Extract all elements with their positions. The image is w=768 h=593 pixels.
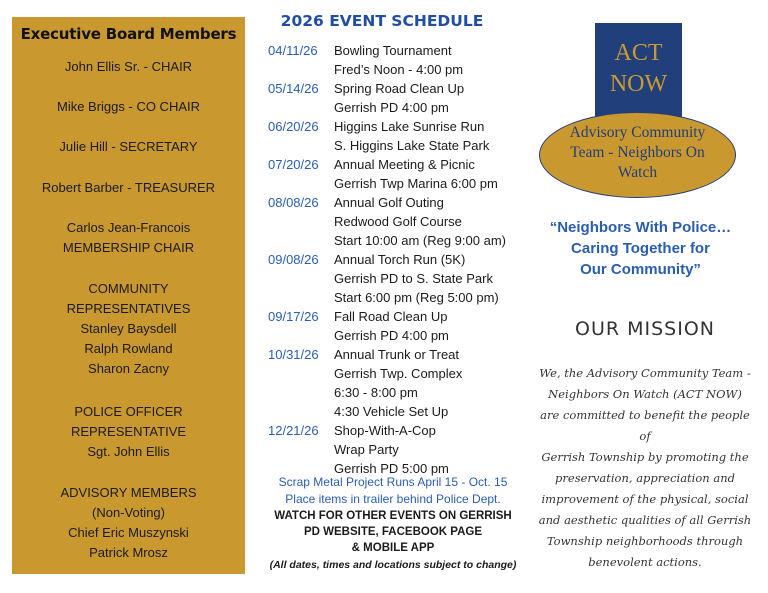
event-date: 06/20/26 bbox=[268, 119, 319, 134]
event-date: 08/08/26 bbox=[268, 195, 319, 210]
event-item: 12/21/26 Shop-With-A-Cop Wrap Party Gerrish PD 5:00 pm bbox=[268, 423, 449, 476]
mission-statement: We, the Advisory Community Team - Neighbors On Watch (ACT NOW) are committed to benefit the people of Gerrish Township by promoting the preservation, appreciation and improvement of the physical, social and aesthetic qualities of all Gerrish Township neighborhoods through benevolent actions. bbox=[538, 366, 752, 569]
event-date: 12/21/26 bbox=[268, 423, 319, 438]
disclaimer: (All dates, times and locations subject to change) bbox=[269, 559, 517, 571]
community-representatives: COMMUNITY REPRESENTATIVES Stanley Baysdell Ralph Rowland Sharon Zacny bbox=[66, 281, 191, 376]
event-item: 04/11/26 Bowling Tournament Fred’s Noon - 4:00 pm bbox=[268, 43, 464, 77]
event-item: 10/31/26 Annual Trunk or Treat Gerrish Twp. Complex 6:30 - 8:00 pm 4:30 Vehicle Set Up bbox=[268, 347, 463, 419]
executive-board-panel bbox=[12, 17, 245, 574]
schedule-title: 2026 EVENT SCHEDULE bbox=[280, 12, 484, 30]
board-member-membership: Carlos Jean-Francois MEMBERSHIP CHAIR bbox=[62, 220, 195, 255]
board-member: John Ellis Sr. - CHAIR bbox=[64, 59, 193, 74]
event-date: 04/11/26 bbox=[268, 43, 318, 58]
scrap-metal-note: Scrap Metal Project Runs April 15 - Oct. 15 bbox=[278, 475, 508, 489]
watch-events-line2: PD WEBSITE, FACEBOOK PAGE bbox=[303, 526, 483, 538]
slogan-quote: “Neighbors With Police… Caring Together for Our Community” bbox=[549, 219, 732, 278]
board-title: Executive Board Members bbox=[20, 25, 237, 43]
board-member: Robert Barber - TREASURER bbox=[41, 180, 216, 195]
event-item: 05/14/26 Spring Road Clean Up Gerrish PD 4:00 pm bbox=[268, 81, 465, 115]
act-now-logo: ACT NOW bbox=[595, 23, 682, 117]
event-item: 06/20/26 Higgins Lake Sunrise Run S. Higgins Lake State Park bbox=[268, 119, 490, 153]
logo-oval: Advisory Community Team - Neighbors On Watch bbox=[539, 112, 736, 198]
event-date: 09/08/26 bbox=[268, 252, 319, 267]
event-date: 10/31/26 bbox=[268, 347, 319, 362]
mission-title: OUR MISSION bbox=[575, 318, 715, 340]
event-schedule bbox=[268, 41, 518, 478]
police-officer-representative: POLICE OFFICER REPRESENTATIVE Sgt. John Ellis bbox=[70, 404, 187, 459]
event-date: 05/14/26 bbox=[268, 81, 319, 96]
watch-events-line1: WATCH FOR OTHER EVENTS ON GERRISH bbox=[274, 510, 512, 522]
watch-events-line3: & MOBILE APP bbox=[351, 542, 435, 554]
event-item: 09/08/26 Annual Torch Run (5K) Gerrish PD to S. State Park Start 6:00 pm (Reg 5:00 pm) bbox=[268, 252, 499, 305]
event-date: 09/17/26 bbox=[268, 309, 319, 324]
event-date: 07/20/26 bbox=[268, 157, 319, 172]
scrap-metal-location: Place items in trailer behind Police Dept. bbox=[285, 492, 501, 506]
event-item: 07/20/26 Annual Meeting & Picnic Gerrish Twp Marina 6:00 pm bbox=[268, 157, 498, 191]
event-item: 08/08/26 Annual Golf Outing Redwood Golf Course Start 10:00 am (Reg 9:00 am) bbox=[268, 195, 506, 248]
board-member: Julie Hill - SECRETARY bbox=[59, 139, 198, 154]
event-item: 09/17/26 Fall Road Clean Up Gerrish PD 4:00 pm bbox=[268, 309, 449, 343]
board-member: Mike Briggs - CO CHAIR bbox=[56, 99, 201, 114]
advisory-members: ADVISORY MEMBERS (Non-Voting) Chief Eric Muszynski Patrick Mrosz bbox=[60, 485, 197, 560]
